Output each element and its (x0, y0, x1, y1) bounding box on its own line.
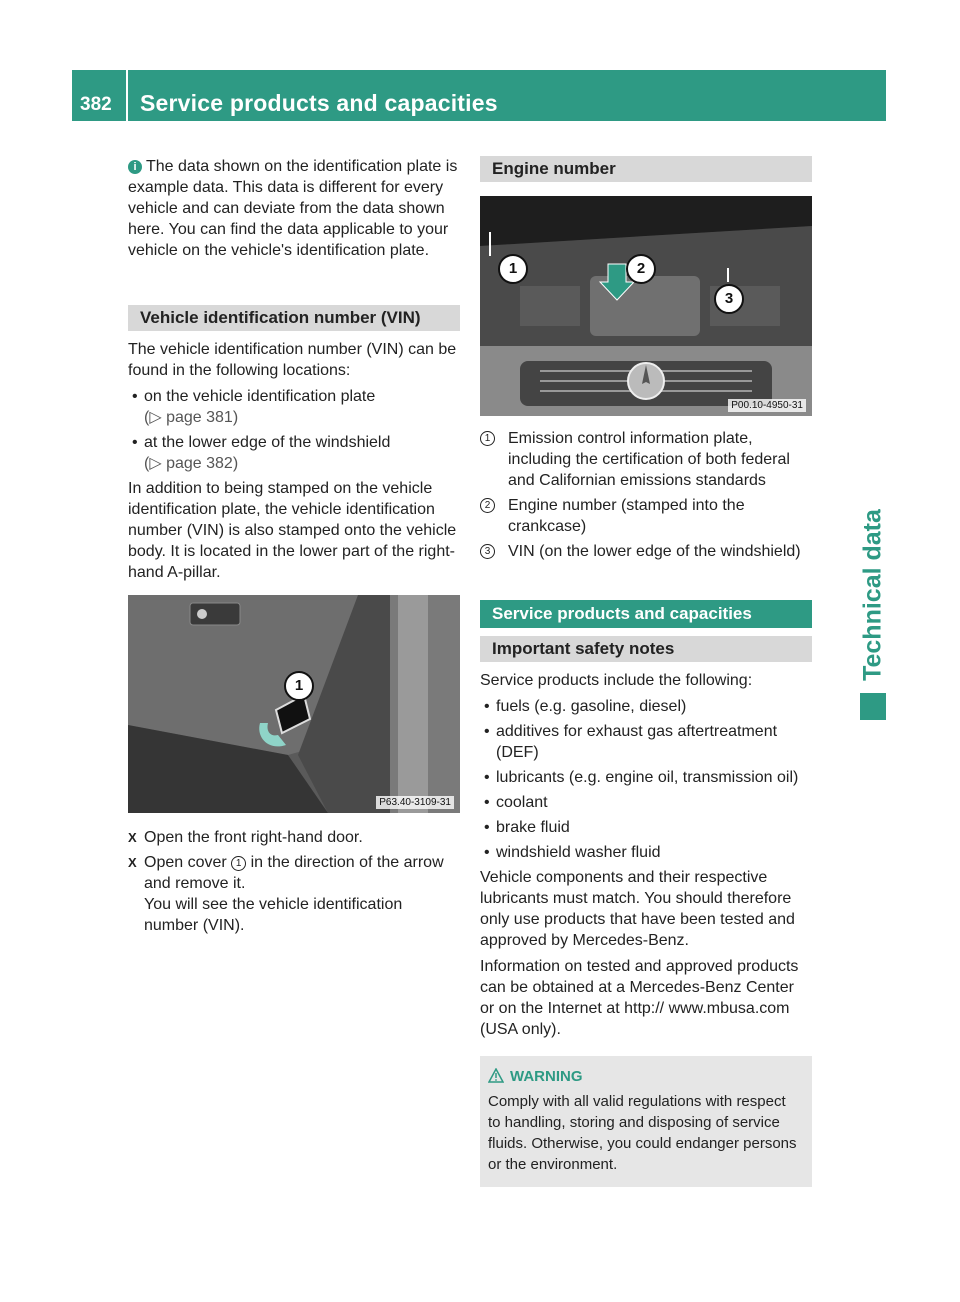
list-item: • additives for exhaust gas aftertreatment (DEF) (480, 721, 812, 763)
lubricants-paragraph: Vehicle components and their respective lubricants must match. You should therefore only use products that have been tested and approved by Mercedes-Benz. (480, 869, 795, 949)
list-item: • fuels (e.g. gasoline, diesel) (480, 696, 812, 717)
step-2-result: You will see the vehicle identification number (VIN). (144, 896, 403, 934)
callout-text: VIN (on the lower edge of the windshield) (508, 543, 801, 560)
page-title: Service products and capacities (140, 90, 498, 116)
step-1-text: Open the front right-hand door. (144, 829, 363, 846)
service-products-heading: Service products and capacities (480, 600, 812, 628)
page-header (72, 70, 886, 121)
list-item (480, 428, 812, 491)
list-item (480, 495, 812, 537)
vin-body-text: In addition to being stamped on the vehicle identification plate, the vehicle identification number (VIN) is also stamped onto the vehicle body. It is located in the lower part of the right-hand A-pillar. (128, 480, 457, 581)
list-item: • coolant (480, 792, 812, 813)
step-2-post: in the direction of the arrow and remove it. (144, 854, 444, 892)
side-tab-label: Technical data (858, 509, 887, 681)
a-pillar-illustration (128, 595, 460, 813)
callout-number-icon: 1 (231, 856, 246, 871)
list-item: • windshield washer fluid (480, 842, 812, 863)
right-column (480, 156, 812, 1187)
warning-triangle-icon (488, 1068, 504, 1083)
callout-text: Engine number (stamped into the crankcase) (508, 497, 745, 535)
callout-text: Emission control information plate, including the certification of both federal and Californian emissions standards (508, 430, 790, 489)
safety-notes-heading: Important safety notes (480, 636, 812, 662)
vin-location-list (128, 386, 460, 474)
photo-callout-1: 1 (498, 254, 528, 284)
callout-number-icon: 1 (480, 431, 495, 446)
warning-title-row (488, 1066, 802, 1087)
warning-box (480, 1056, 812, 1187)
info-note (128, 156, 460, 261)
list-item (128, 386, 460, 428)
a-pillar-photo (128, 595, 460, 813)
callout-legend (480, 428, 812, 562)
page-number: 382 (80, 94, 112, 115)
photo-callout-2: 2 (626, 254, 656, 284)
warning-title: WARNING (510, 1068, 583, 1085)
engine-number-heading: Engine number (480, 156, 812, 182)
callout-number-icon: 2 (480, 498, 495, 513)
step-item (128, 827, 460, 848)
photo-code: P00.10-4950-31 (728, 399, 806, 412)
callout-number-icon: 3 (480, 544, 495, 559)
info-text: The data shown on the identification plate is example data. This data is different for every vehicle and can deviate from the data shown here. You can find the data applicable to your vehicle on the vehicle's identification plate. (128, 158, 458, 259)
warning-text: Comply with all valid regulations with respect to handling, storing and disposing of service fluids. Otherwise, you could endanger persons or the environment. (488, 1093, 797, 1173)
approved-products-paragraph: Information on tested and approved products can be obtained at a Mercedes-Benz Center or on the Internet at http:// www.mbusa.com (USA only). (480, 958, 799, 1038)
products-list (480, 696, 812, 863)
photo-callout-1: 1 (284, 671, 314, 701)
photo-code: P63.40-3109-31 (376, 796, 454, 809)
vin-location-text: at the lower edge of the windshield (144, 434, 391, 451)
list-item: • brake fluid (480, 817, 812, 838)
page-ref-link[interactable]: (▷ page 381) (144, 409, 239, 426)
list-item (480, 541, 812, 562)
step-2-pre: Open cover (144, 854, 227, 871)
photo-callout-3: 3 (714, 284, 744, 314)
vin-heading: Vehicle identification number (VIN) (128, 305, 460, 331)
vin-location-text: on the vehicle identification plate (144, 388, 376, 405)
side-tab-marker (860, 693, 886, 720)
engine-bay-photo (480, 196, 812, 416)
products-intro: Service products include the following: (480, 672, 753, 689)
step-item (128, 852, 460, 936)
header-divider (126, 70, 128, 121)
info-icon: i (128, 160, 142, 174)
list-item (128, 432, 460, 474)
left-column (128, 156, 460, 940)
list-item: • lubricants (e.g. engine oil, transmission oil) (480, 767, 812, 788)
engine-bay-illustration (480, 196, 812, 416)
instruction-steps (128, 827, 460, 936)
page-ref-link[interactable]: (▷ page 382) (144, 455, 239, 472)
vin-intro: The vehicle identification number (VIN) can be found in the following locations: (128, 341, 457, 379)
